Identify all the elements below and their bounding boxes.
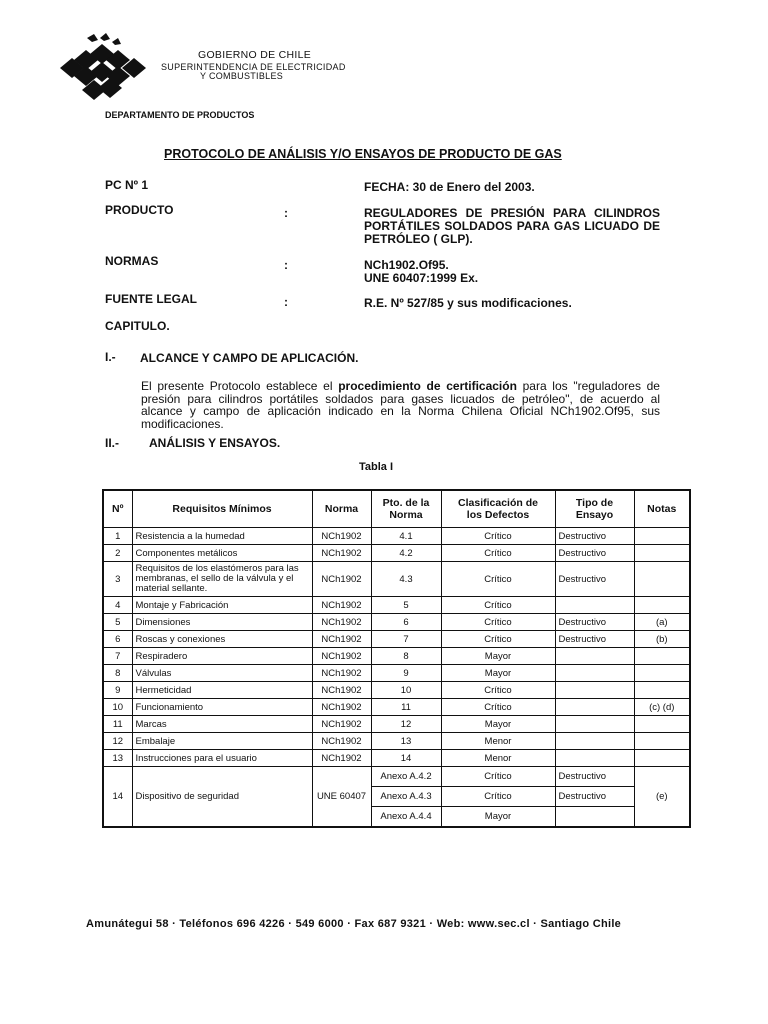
footer-contact: Amunátegui 58 · Teléfonos 696 4226 · 549 6000 · Fax 687 9321 · Web: www.sec.cl · Santiago Chile bbox=[86, 918, 622, 930]
table-row bbox=[103, 631, 690, 648]
header-pto-2: Norma bbox=[389, 509, 423, 521]
cell-pto: 4.1 bbox=[371, 528, 441, 545]
cell-notas bbox=[634, 528, 690, 545]
cell-clas: Mayor bbox=[441, 665, 555, 682]
cell-req: Componentes metálicos bbox=[132, 545, 312, 562]
cell-clas: Crítico bbox=[441, 631, 555, 648]
cell-notas bbox=[634, 648, 690, 665]
cell-notas bbox=[634, 733, 690, 750]
cell-n: 3 bbox=[103, 562, 132, 597]
cell-notas bbox=[634, 597, 690, 614]
table-row-14 bbox=[103, 767, 690, 787]
header-tipo-2: Ensayo bbox=[575, 509, 614, 521]
table-body bbox=[103, 528, 690, 828]
row14-tipo: Destructivo bbox=[555, 787, 634, 807]
cell-clas: Crítico bbox=[441, 699, 555, 716]
cell-tipo bbox=[555, 682, 634, 699]
row14-pto: Anexo A.4.4 bbox=[371, 807, 441, 828]
table-row bbox=[103, 699, 690, 716]
cell-clas: Crítico bbox=[441, 545, 555, 562]
cell-norma: NCh1902 bbox=[312, 614, 371, 631]
cell-pto: 6 bbox=[371, 614, 441, 631]
header-tipo-1: Tipo de bbox=[575, 497, 614, 509]
table-row bbox=[103, 562, 690, 597]
document-title: PROTOCOLO DE ANÁLISIS Y/O ENSAYOS DE PRODUCTO DE GAS bbox=[164, 147, 562, 161]
cell-n: 8 bbox=[103, 665, 132, 682]
table-row bbox=[103, 545, 690, 562]
para-pre: El presente Protocolo establece el bbox=[141, 379, 339, 393]
cell-clas: Crítico bbox=[441, 614, 555, 631]
cell-norma: NCh1902 bbox=[312, 750, 371, 767]
table-row bbox=[103, 682, 690, 699]
normas-line1: NCh1902.Of95. bbox=[364, 258, 449, 272]
cell-pto: 11 bbox=[371, 699, 441, 716]
colon: : bbox=[284, 258, 288, 272]
cell-clas: Crítico bbox=[441, 528, 555, 545]
header-req: Requisitos Mínimos bbox=[132, 490, 312, 528]
pc-number: PC Nº 1 bbox=[105, 178, 149, 192]
colon: : bbox=[284, 295, 288, 309]
cell-tipo: Destructivo bbox=[555, 631, 634, 648]
cell-n: 6 bbox=[103, 631, 132, 648]
capitulo: CAPITULO. bbox=[105, 319, 170, 333]
header-pto-1: Pto. de la bbox=[382, 497, 430, 509]
cell-norma: NCh1902 bbox=[312, 545, 371, 562]
cell-tipo bbox=[555, 733, 634, 750]
cell-notas: (a) bbox=[634, 614, 690, 631]
cell-notas: (b) bbox=[634, 631, 690, 648]
cell-clas: Crítico bbox=[441, 682, 555, 699]
table-row bbox=[103, 665, 690, 682]
cell-req: Requisitos de los elastómeros para las membranas, el sello de la válvula y el material sellante. bbox=[132, 562, 312, 597]
cell-norma: NCh1902 bbox=[312, 699, 371, 716]
row14-notas: (e) bbox=[634, 767, 690, 828]
department: DEPARTAMENTO DE PRODUCTOS bbox=[105, 110, 255, 120]
cell-norma: NCh1902 bbox=[312, 682, 371, 699]
header-norma: Norma bbox=[312, 490, 371, 528]
cell-n: 7 bbox=[103, 648, 132, 665]
producto-value: REGULADORES DE PRESIÓN PARA CILINDROS PORTÁTILES SOLDADOS PARA GAS LICUADO DE PETRÓLEO ( GLP). bbox=[364, 206, 660, 246]
cell-notas bbox=[634, 562, 690, 597]
row14-no: 14 bbox=[103, 767, 132, 828]
cell-tipo bbox=[555, 597, 634, 614]
cell-norma: NCh1902 bbox=[312, 716, 371, 733]
header-notas: Notas bbox=[634, 490, 690, 528]
table-row bbox=[103, 733, 690, 750]
section2-title: ANÁLISIS Y ENSAYOS. bbox=[149, 436, 281, 450]
cell-notas: (c) (d) bbox=[634, 699, 690, 716]
row14-tipo: Destructivo bbox=[555, 767, 634, 787]
cell-norma: NCh1902 bbox=[312, 528, 371, 545]
row14-clas: Crítico bbox=[441, 767, 555, 787]
sec-logo-icon bbox=[52, 30, 152, 104]
cell-notas bbox=[634, 545, 690, 562]
cell-n: 4 bbox=[103, 597, 132, 614]
table-row bbox=[103, 716, 690, 733]
header-no: Nº bbox=[103, 490, 132, 528]
cell-norma: NCh1902 bbox=[312, 631, 371, 648]
cell-notas bbox=[634, 665, 690, 682]
cell-tipo: Destructivo bbox=[555, 528, 634, 545]
cell-req: Montaje y Fabricación bbox=[132, 597, 312, 614]
section2-number: II.- bbox=[105, 436, 119, 450]
producto-label: PRODUCTO bbox=[105, 203, 174, 217]
requirements-table bbox=[102, 489, 691, 828]
row14-norma: UNE 60407 bbox=[312, 767, 371, 828]
cell-req: Dimensiones bbox=[132, 614, 312, 631]
cell-n: 12 bbox=[103, 733, 132, 750]
table-row bbox=[103, 614, 690, 631]
cell-clas: Mayor bbox=[441, 716, 555, 733]
cell-pto: 9 bbox=[371, 665, 441, 682]
agency-line2: Y COMBUSTIBLES bbox=[200, 71, 284, 81]
cell-req: Hermeticidad bbox=[132, 682, 312, 699]
section1-number: I.- bbox=[105, 350, 116, 364]
cell-clas: Mayor bbox=[441, 648, 555, 665]
cell-norma: NCh1902 bbox=[312, 648, 371, 665]
cell-tipo bbox=[555, 648, 634, 665]
cell-pto: 12 bbox=[371, 716, 441, 733]
table-header-row bbox=[103, 490, 690, 528]
cell-req: Válvulas bbox=[132, 665, 312, 682]
normas-line2: UNE 60407:1999 Ex. bbox=[364, 271, 479, 285]
cell-pto: 13 bbox=[371, 733, 441, 750]
table-row bbox=[103, 750, 690, 767]
cell-pto: 4.2 bbox=[371, 545, 441, 562]
cell-norma: NCh1902 bbox=[312, 733, 371, 750]
cell-tipo bbox=[555, 716, 634, 733]
header-clas bbox=[441, 490, 555, 528]
cell-req: Instrucciones para el usuario bbox=[132, 750, 312, 767]
cell-tipo bbox=[555, 665, 634, 682]
cell-req: Resistencia a la humedad bbox=[132, 528, 312, 545]
cell-tipo bbox=[555, 699, 634, 716]
fecha: FECHA: 30 de Enero del 2003. bbox=[364, 180, 535, 194]
cell-req: Marcas bbox=[132, 716, 312, 733]
cell-pto: 8 bbox=[371, 648, 441, 665]
header-clas-1: Clasificación de bbox=[458, 497, 538, 509]
cell-clas: Menor bbox=[441, 750, 555, 767]
agency-line1: SUPERINTENDENCIA DE ELECTRICIDAD bbox=[161, 62, 346, 72]
gov-title: GOBIERNO DE CHILE bbox=[198, 49, 312, 61]
section1-title: ALCANCE Y CAMPO DE APLICACIÓN. bbox=[140, 351, 359, 365]
para-post: para los "reguladores de presión para cilindros portátiles soldados para gases licuados de petróleo", de acuerdo al alcance y campo de aplicación indicado en la Norma Chilena Oficial NCh1902.Of95, sus modificaciones. bbox=[141, 379, 660, 431]
fuente-value: R.E. Nº 527/85 y sus modificaciones. bbox=[364, 296, 572, 310]
table-row bbox=[103, 528, 690, 545]
cell-pto: 4.3 bbox=[371, 562, 441, 597]
cell-n: 13 bbox=[103, 750, 132, 767]
cell-norma: NCh1902 bbox=[312, 665, 371, 682]
row14-tipo bbox=[555, 807, 634, 828]
cell-norma: NCh1902 bbox=[312, 597, 371, 614]
cell-pto: 14 bbox=[371, 750, 441, 767]
cell-req: Embalaje bbox=[132, 733, 312, 750]
cell-pto: 10 bbox=[371, 682, 441, 699]
cell-n: 11 bbox=[103, 716, 132, 733]
cell-tipo bbox=[555, 750, 634, 767]
header-tipo bbox=[555, 490, 634, 528]
cell-clas: Crítico bbox=[441, 597, 555, 614]
cell-norma: NCh1902 bbox=[312, 562, 371, 597]
cell-tipo: Destructivo bbox=[555, 614, 634, 631]
table-row bbox=[103, 648, 690, 665]
cell-pto: 7 bbox=[371, 631, 441, 648]
cell-pto: 5 bbox=[371, 597, 441, 614]
cell-notas bbox=[634, 750, 690, 767]
para-bold: procedimiento de certificación bbox=[338, 379, 517, 393]
cell-clas: Crítico bbox=[441, 562, 555, 597]
header-pto bbox=[371, 490, 441, 528]
cell-notas bbox=[634, 682, 690, 699]
row14-clas: Crítico bbox=[441, 787, 555, 807]
cell-tipo: Destructivo bbox=[555, 562, 634, 597]
row14-req: Dispositivo de seguridad bbox=[132, 767, 312, 828]
cell-req: Roscas y conexiones bbox=[132, 631, 312, 648]
table-row bbox=[103, 597, 690, 614]
cell-n: 5 bbox=[103, 614, 132, 631]
cell-tipo: Destructivo bbox=[555, 545, 634, 562]
cell-n: 1 bbox=[103, 528, 132, 545]
colon: : bbox=[284, 206, 288, 220]
fuente-label: FUENTE LEGAL bbox=[105, 292, 197, 306]
cell-n: 10 bbox=[103, 699, 132, 716]
cell-n: 2 bbox=[103, 545, 132, 562]
cell-notas bbox=[634, 716, 690, 733]
cell-clas: Menor bbox=[441, 733, 555, 750]
normas-label: NORMAS bbox=[105, 254, 159, 268]
table-title: Tabla I bbox=[359, 461, 394, 473]
row14-pto: Anexo A.4.2 bbox=[371, 767, 441, 787]
scope-paragraph bbox=[141, 380, 660, 430]
row14-clas: Mayor bbox=[441, 807, 555, 828]
row14-pto: Anexo A.4.3 bbox=[371, 787, 441, 807]
header-clas-2: los Defectos bbox=[466, 509, 530, 521]
cell-req: Funcionamiento bbox=[132, 699, 312, 716]
cell-n: 9 bbox=[103, 682, 132, 699]
cell-req: Respiradero bbox=[132, 648, 312, 665]
